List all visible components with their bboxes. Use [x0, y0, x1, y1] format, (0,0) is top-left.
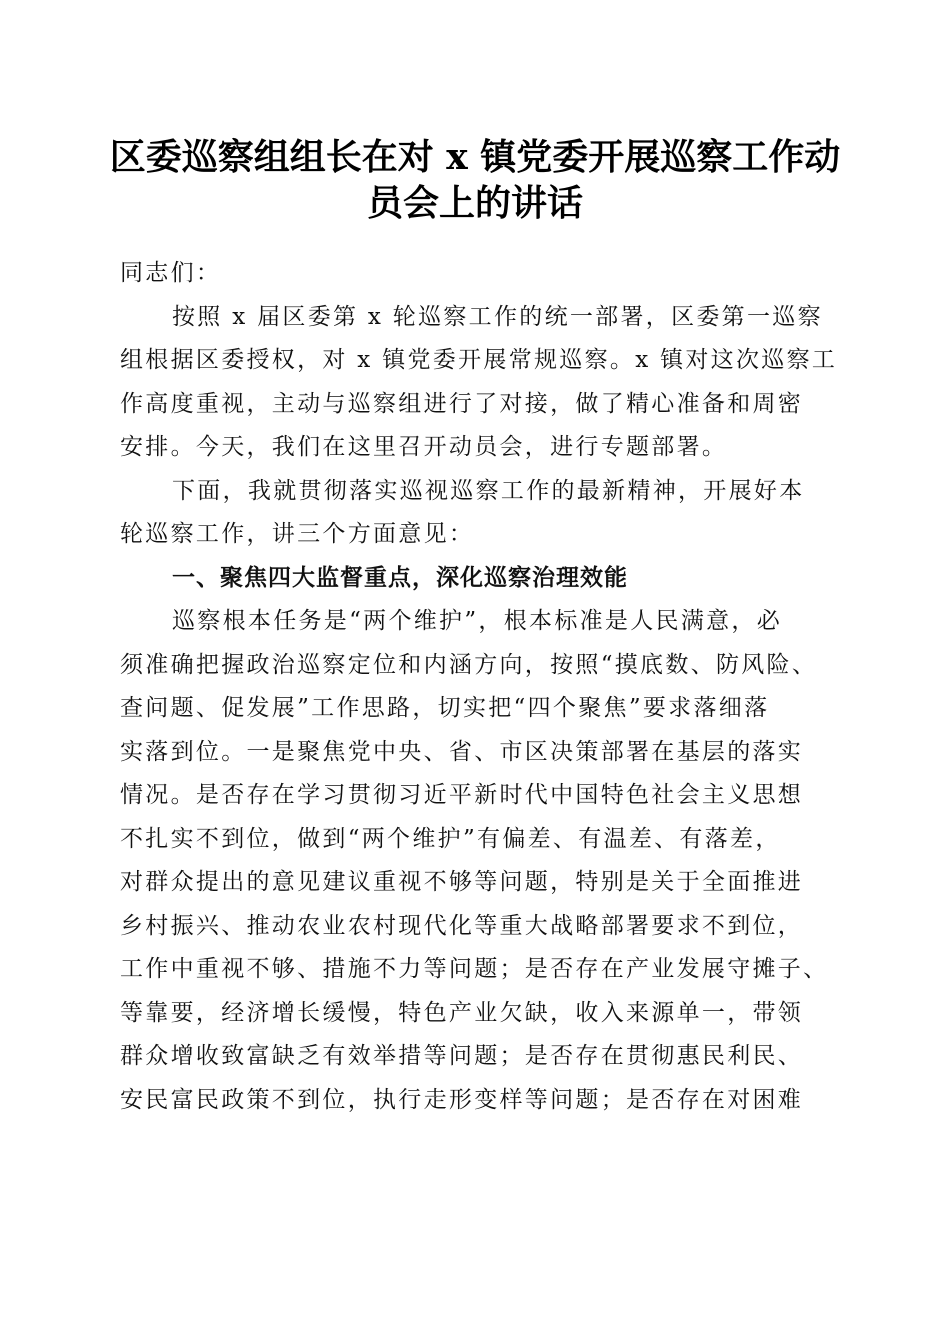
- paragraph-line: 安排。今天，我们在这里召开动员会，进行专题部署。: [120, 434, 728, 460]
- paragraph-line: 轮巡察工作，讲三个方面意见：: [120, 521, 475, 547]
- paragraph-line: 查问题、促发展”工作思路，切实把“四个聚焦”要求落细落: [120, 695, 770, 721]
- salutation: 同志们：: [120, 260, 222, 286]
- paragraph-line: 安民富民政策不到位，执行走形变样等问题；是否存在对困难: [120, 1086, 804, 1113]
- paragraph-line: 巡察根本任务是“两个维护”，根本标准是人民满意，必: [172, 608, 783, 634]
- document-title: [100, 134, 850, 226]
- paragraph-line: 实落到位。一是聚焦党中央、省、市区决策部署在基层的落实: [120, 738, 804, 765]
- paragraph-3: [120, 600, 840, 1122]
- paragraph-line: 按照 x 届区委第 x 轮巡察工作的统一部署，区委第一巡察: [172, 303, 823, 330]
- paragraph-line: 群众增收致富缺乏有效举措等问题；是否存在贯彻惠民利民、: [120, 1043, 804, 1069]
- paragraph-line: 乡村振兴、推动农业农村现代化等重大战略部署要求不到位，: [120, 912, 804, 939]
- title-line-2: 员会上的讲话: [366, 182, 583, 224]
- paragraph-line: 须准确把握政治巡察定位和内涵方向，按照“摸底数、防风险、: [120, 651, 818, 678]
- paragraph-line: 等靠要，经济增长缓慢，特色产业欠缺，收入来源单一，带领: [120, 999, 804, 1026]
- paragraph-line: 作高度重视，主动与巡察组进行了对接，做了精心准备和周密: [120, 390, 804, 417]
- title-line-1: 区委巡察组组长在对 x 镇党委开展巡察工作动: [109, 136, 841, 178]
- document-body: [120, 252, 840, 1122]
- paragraph-line: 组根据区委授权，对 x 镇党委开展常规巡察。x 镇对这次巡察工: [120, 347, 838, 373]
- paragraph-2: [120, 470, 840, 557]
- paragraph-line: 工作中重视不够、措施不力等问题；是否存在产业发展守摊子、: [120, 956, 829, 982]
- paragraph-line: 对群众提出的意见建议重视不够等问题，特别是关于全面推进: [120, 869, 804, 895]
- paragraph-line: 情况。是否存在学习贯彻习近平新时代中国特色社会主义思想: [120, 782, 804, 808]
- paragraph-1: [120, 296, 840, 470]
- paragraph-line: 下面，我就贯彻落实巡视巡察工作的最新精神，开展好本: [172, 477, 805, 504]
- section-heading-1: 一、聚焦四大监督重点，深化巡察治理效能: [172, 564, 628, 591]
- paragraph-line: 不扎实不到位，做到“两个维护”有偏差、有温差、有落差，: [120, 825, 781, 852]
